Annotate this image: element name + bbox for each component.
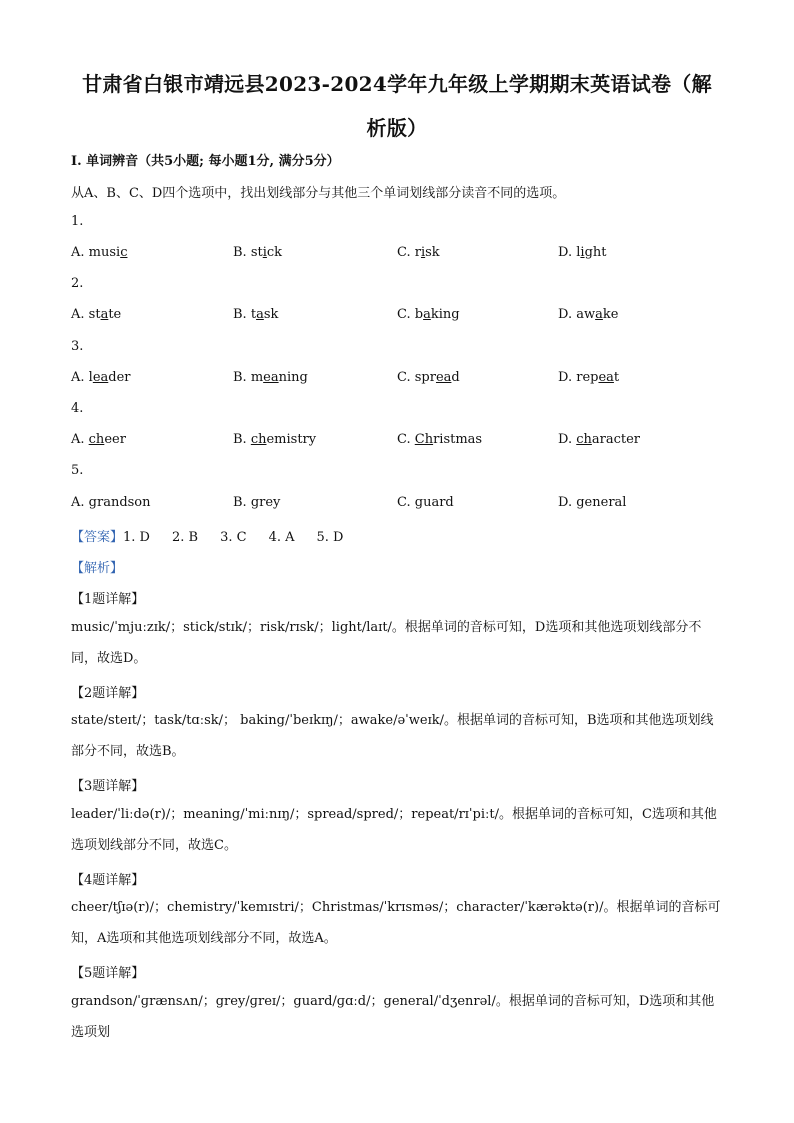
option-letter: D. bbox=[558, 495, 577, 510]
option-word-start: st bbox=[88, 307, 101, 322]
option-word-end: sk bbox=[263, 307, 279, 322]
option-underlined-letters: ea bbox=[263, 370, 279, 385]
answer-item: 5. D bbox=[316, 530, 344, 545]
option-choice bbox=[71, 495, 151, 510]
option-word-start: musi bbox=[88, 245, 121, 260]
option-choice bbox=[397, 432, 482, 447]
option-choice bbox=[397, 370, 460, 385]
option-letter: B. bbox=[233, 370, 251, 385]
option-letter: D. bbox=[558, 432, 577, 447]
analysis-label: 【解析】 bbox=[71, 561, 124, 576]
option-word-start: t bbox=[250, 307, 257, 322]
instruction-text: 从A、B、C、D四个选项中，找出划线部分与其他三个单词划线部分读音不同的选项。 bbox=[71, 186, 566, 201]
detail-text-2: state/steɪt/；task/tɑːsk/； baking/ˈbeɪkɪŋ/；awake/əˈweɪk/。根据单词的音标可知，B选项和其他选项划线部分不同，故选B。 bbox=[71, 713, 714, 759]
answer-item: 2. B bbox=[171, 530, 199, 545]
option-word-start: grandson bbox=[88, 495, 151, 510]
detail-text-5: grandson/ˈɡrænsʌn/；grey/ɡreɪ/；guard/ɡɑːd/；general/ˈdʒenrəl/。根据单词的音标可知，D选项和其他选项划 bbox=[71, 994, 715, 1040]
option-choice bbox=[233, 370, 308, 385]
option-choice bbox=[397, 245, 440, 260]
option-underlined-letters: ea bbox=[435, 370, 452, 385]
option-word-start: l bbox=[576, 245, 581, 260]
option-choice bbox=[71, 245, 127, 260]
option-underlined-letters: a bbox=[256, 307, 264, 322]
detail-label-4: 【4题详解】 bbox=[71, 873, 145, 888]
option-word-end: ning bbox=[278, 370, 308, 385]
option-letter: B. bbox=[233, 495, 251, 510]
option-word-start: general bbox=[576, 495, 627, 510]
option-letter: B. bbox=[233, 432, 251, 447]
option-underlined-letters: a bbox=[100, 307, 109, 322]
option-underlined-letters: Ch bbox=[414, 432, 434, 447]
option-word-start: m bbox=[250, 370, 264, 385]
detail-label-5: 【5题详解】 bbox=[71, 966, 145, 981]
option-word-start: st bbox=[250, 245, 263, 260]
detail-text-1: music/ˈmjuːzɪk/；stick/stɪk/；risk/rɪsk/；light/laɪt/。根据单词的音标可知，D选项和其他选项划线部分不同，故选D。 bbox=[71, 620, 702, 666]
option-word-end: ght bbox=[584, 245, 607, 260]
section-heading: Ⅰ. 单词辨音（共5小题; 每小题1分, 满分5分） bbox=[71, 154, 340, 169]
option-letter: C. bbox=[397, 495, 415, 510]
option-choice bbox=[558, 370, 619, 385]
option-choice bbox=[558, 307, 618, 322]
page-title-continued: 析版） bbox=[366, 116, 428, 140]
option-letter: A. bbox=[71, 370, 89, 385]
option-choice bbox=[71, 432, 126, 447]
answer-label: 【答案】 bbox=[71, 530, 124, 545]
option-word-end: king bbox=[430, 307, 460, 322]
option-letter: D. bbox=[558, 370, 577, 385]
answer-item: 4. A bbox=[268, 530, 295, 545]
option-choice bbox=[233, 495, 280, 510]
option-underlined-letters: c bbox=[120, 245, 128, 260]
option-letter: D. bbox=[558, 307, 577, 322]
option-underlined-letters: ch bbox=[88, 432, 105, 447]
option-letter: A. bbox=[71, 245, 89, 260]
option-word-end: d bbox=[451, 370, 460, 385]
option-underlined-letters: i bbox=[420, 245, 426, 260]
option-letter: D. bbox=[558, 245, 577, 260]
option-underlined-letters: ea bbox=[598, 370, 614, 385]
page-title: 甘肃省白银市靖远县2023-2024学年九年级上学期期末英语试卷（解 bbox=[82, 72, 712, 96]
option-letter: C. bbox=[397, 245, 415, 260]
option-letter: A. bbox=[71, 432, 89, 447]
option-underlined-letters: i bbox=[262, 245, 267, 260]
option-word-start: b bbox=[414, 307, 424, 322]
detail-text-4: cheer/tʃɪə(r)/；chemistry/ˈkemɪstri/；Christmas/ˈkrɪsməs/；character/ˈkærəktə(r)/。根据单词的音标可知，A选项和其他选项划线部分不同，故选A。 bbox=[71, 900, 721, 946]
option-word-start: grey bbox=[250, 495, 281, 510]
option-word-end: te bbox=[108, 307, 122, 322]
option-underlined-letters: ch bbox=[250, 432, 267, 447]
option-word-end: ke bbox=[602, 307, 619, 322]
option-letter: B. bbox=[233, 245, 251, 260]
question-number: 1. bbox=[71, 214, 84, 229]
option-underlined-letters: i bbox=[580, 245, 585, 260]
option-choice bbox=[233, 245, 282, 260]
option-underlined-letters: a bbox=[423, 307, 431, 322]
option-word-start: r bbox=[414, 245, 421, 260]
detail-label-3: 【3题详解】 bbox=[71, 779, 145, 794]
detail-label-1: 【1题详解】 bbox=[71, 592, 145, 607]
option-letter: C. bbox=[397, 432, 415, 447]
option-word-start: guard bbox=[414, 495, 454, 510]
option-choice bbox=[558, 432, 640, 447]
option-letter: C. bbox=[397, 307, 415, 322]
question-number: 2. bbox=[71, 276, 84, 291]
option-letter: B. bbox=[233, 307, 251, 322]
option-letter: A. bbox=[71, 307, 89, 322]
detail-text-3: leader/ˈliːdə(r)/；meaning/ˈmiːnɪŋ/；spread/spred/；repeat/rɪˈpiːt/。根据单词的音标可知，C选项和其他选项划线部分不同，故选C。 bbox=[71, 807, 717, 853]
option-choice bbox=[71, 370, 131, 385]
question-number: 4. bbox=[71, 401, 84, 416]
option-word-end: sk bbox=[425, 245, 440, 260]
answer-item: 1. D bbox=[123, 530, 150, 545]
option-word-end: aracter bbox=[591, 432, 641, 447]
option-word-start: aw bbox=[576, 307, 596, 322]
answer-item: 3. C bbox=[220, 530, 247, 545]
option-letter: C. bbox=[397, 370, 415, 385]
question-number: 3. bbox=[71, 339, 84, 354]
option-choice bbox=[71, 307, 121, 322]
option-word-start: l bbox=[88, 370, 93, 385]
option-choice bbox=[397, 307, 460, 322]
option-choice bbox=[233, 432, 316, 447]
detail-label-2: 【2题详解】 bbox=[71, 686, 145, 701]
option-word-end: emistry bbox=[266, 432, 317, 447]
option-choice bbox=[558, 495, 626, 510]
option-word-start: rep bbox=[576, 370, 599, 385]
option-letter: A. bbox=[71, 495, 89, 510]
option-word-end: ck bbox=[266, 245, 283, 260]
option-choice bbox=[397, 495, 454, 510]
answer-line bbox=[71, 526, 365, 545]
option-word-end: t bbox=[613, 370, 620, 385]
option-choice bbox=[558, 245, 607, 260]
option-word-end: der bbox=[108, 370, 131, 385]
option-word-start: spr bbox=[414, 370, 436, 385]
question-number: 5. bbox=[71, 463, 84, 478]
option-word-end: eer bbox=[104, 432, 126, 447]
option-choice bbox=[233, 307, 278, 322]
option-word-end: ristmas bbox=[433, 432, 483, 447]
option-underlined-letters: ch bbox=[576, 432, 592, 447]
option-underlined-letters: ea bbox=[92, 370, 109, 385]
option-underlined-letters: a bbox=[595, 307, 603, 322]
